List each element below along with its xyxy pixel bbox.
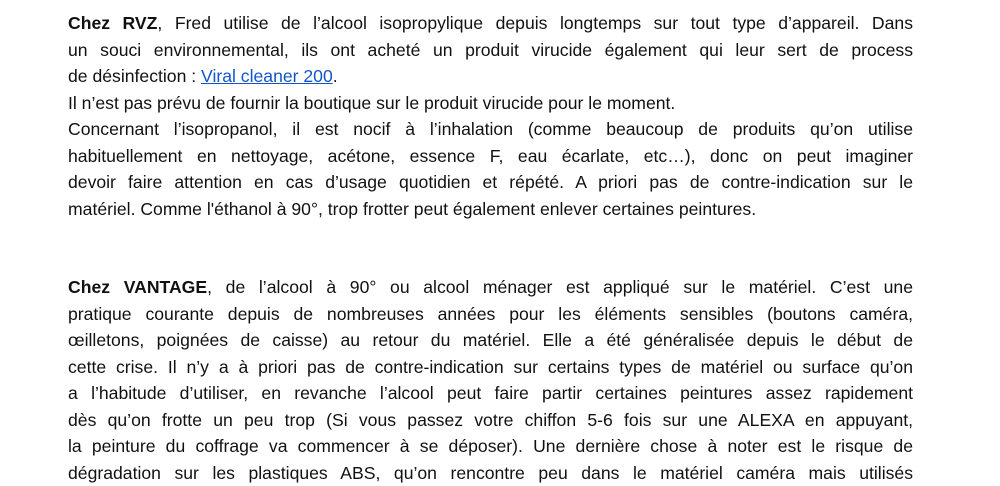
text-line: de désinfection : Viral cleaner 200. bbox=[68, 63, 913, 90]
text-line: dégradation sur les plastiques ABS, qu’on rencontre peu dans le matériel caméra mais utilisés bbox=[68, 460, 913, 486]
paragraph-vantage bbox=[68, 274, 913, 486]
text-line: devoir faire attention en cas d’usage quotidien et répété. A priori pas de contre-indication sur le bbox=[68, 169, 913, 196]
paragraph-rvz bbox=[68, 10, 913, 222]
text-line: Chez VANTAGE, de l’alcool à 90° ou alcool ménager est appliqué sur le matériel. C’est une bbox=[68, 274, 913, 301]
text-line: un souci environnemental, ils ont acheté un produit virucide également qui leur sert de process bbox=[68, 37, 913, 64]
text-line: habituellement en nettoyage, acétone, essence F, eau écarlate, etc…), donc on peut imaginer bbox=[68, 143, 913, 170]
text-line: cette crise. Il n’y a à priori pas de contre-indication sur certains types de matériel ou surface qu’on bbox=[68, 354, 913, 381]
text-line: Concernant l’isopropanol, il est nocif à l’inhalation (comme beaucoup de produits qu’on utilise bbox=[68, 116, 913, 143]
text-line: la peinture du coffrage va commencer à se déposer). Une dernière chose à noter est le risque de bbox=[68, 433, 913, 460]
text-line: œilletons, poignées de caisse) au retour du matériel. Elle a été généralisée depuis le début de bbox=[68, 327, 913, 354]
text-line: Il n’est pas prévu de fournir la boutique sur le produit virucide pour le moment. bbox=[68, 90, 913, 117]
paragraph-spacer bbox=[68, 222, 913, 274]
viral-cleaner-link[interactable]: Viral cleaner 200 bbox=[201, 66, 333, 86]
text-line: Chez RVZ, Fred utilise de l’alcool isopropylique depuis longtemps sur tout type d’appareil. Dans bbox=[68, 10, 913, 37]
document-page bbox=[68, 10, 913, 486]
company-name-rvz: Chez RVZ bbox=[68, 13, 157, 33]
text-line: matériel. Comme l'éthanol à 90°, trop frotter peut également enlever certaines peintures. bbox=[68, 196, 913, 223]
company-name-vantage: Chez VANTAGE bbox=[68, 277, 207, 297]
text-line: pratique courante depuis de nombreuses années pour les éléments sensibles (boutons caméra, bbox=[68, 301, 913, 328]
text-line: a l’habitude d’utiliser, en revanche l’alcool peut faire partir certaines peintures assez rapidement bbox=[68, 380, 913, 407]
text-line: dès qu’on frotte un peu trop (Si vous passez votre chiffon 5-6 fois sur une ALEXA en appuyant, bbox=[68, 407, 913, 434]
